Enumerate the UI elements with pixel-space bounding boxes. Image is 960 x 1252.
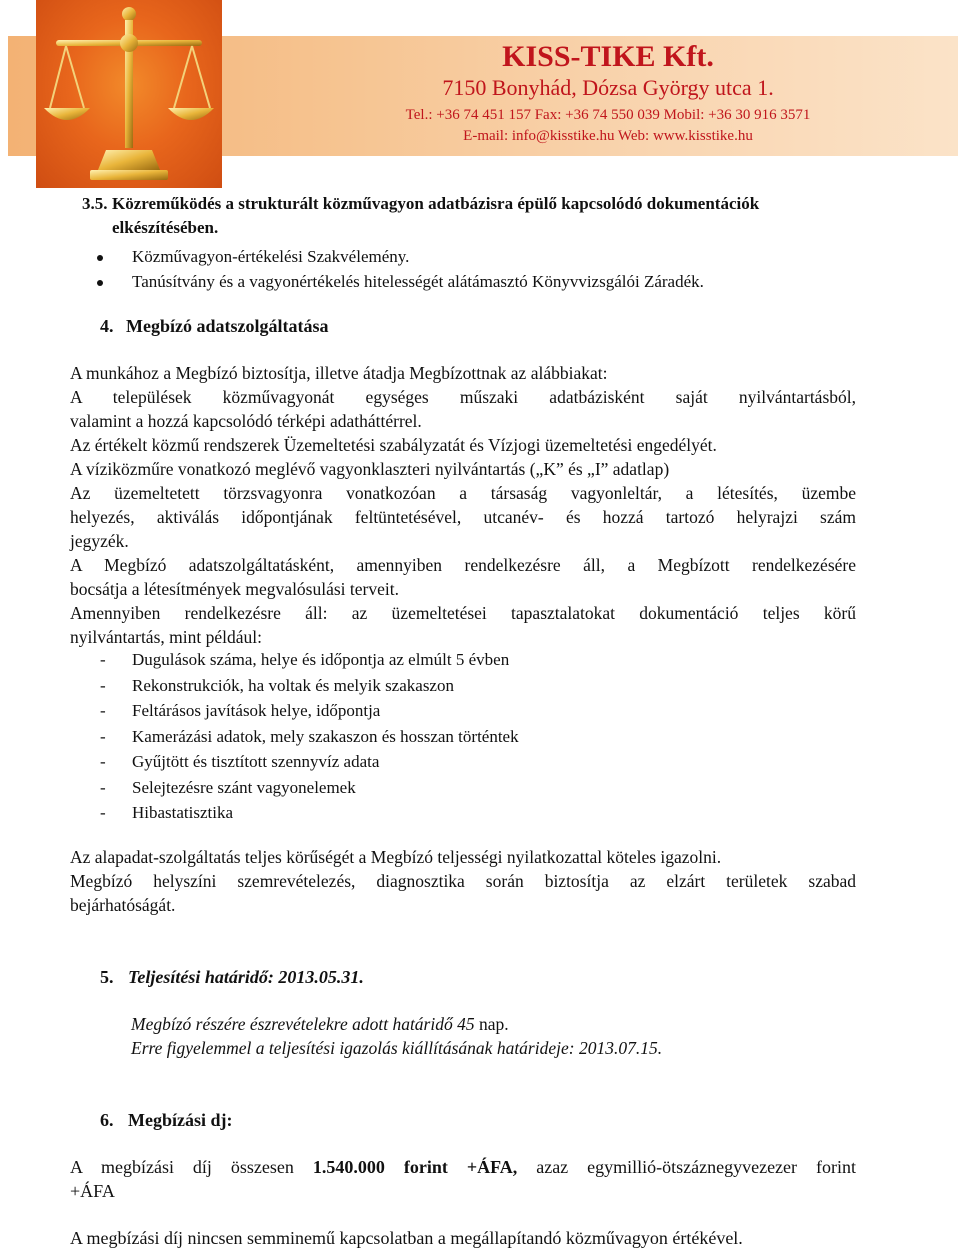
deadline-unit: nap. bbox=[474, 1014, 509, 1034]
section-number: 6. bbox=[100, 1110, 114, 1130]
section-title-line2: elkészítésében. bbox=[112, 218, 219, 237]
section-3-5-heading bbox=[82, 192, 858, 240]
paragraph-line: Az alapadat-szolgáltatás teljes körűségét a Megbízó teljességi nyilatkozattal köteles igazolni. bbox=[70, 847, 722, 867]
deadline-text: Megbízó részére észrevételekre adott határidő 45 bbox=[131, 1014, 475, 1034]
list-item-text: Kamerázási adatok, mely szakaszon és hosszan történtek bbox=[132, 727, 519, 746]
section-title-line1: Közreműködés a strukturált közművagyon adatbázisra épülő kapcsolódó dokumentációk bbox=[112, 194, 760, 213]
section-number: 3.5. bbox=[82, 194, 108, 213]
paragraph-line: Az üzemeltetett törzsvagyonra vonatkozóan a társaság vagyonleltár, a létesítés, üzembe bbox=[70, 483, 856, 503]
paragraph-line: A települések közművagyonát egységes műszaki adatbázisként saját nyilvántartásból, bbox=[70, 387, 856, 407]
list-item-text: Dugulások száma, helye és időpontja az elmúlt 5 évben bbox=[132, 650, 510, 669]
paragraph-line: Megbízó helyszíni szemrevételezés, diagnosztika során biztosítja az elzárt területek szabad bbox=[70, 871, 856, 891]
letterhead bbox=[8, 0, 958, 190]
fee-amount: 1.540.000 forint +ÁFA, bbox=[312, 1157, 518, 1177]
dash-marker: - bbox=[100, 778, 106, 797]
section-title: Megbízó adatszolgáltatása bbox=[126, 316, 329, 336]
section-number: 5. bbox=[100, 967, 114, 987]
bullet-text: Tanúsítvány és a vagyonértékelés hitelességét alátámasztó Könyvvizsgálói Záradék. bbox=[132, 272, 704, 291]
final-statement: A megbízási díj nincsen semminemű kapcsolatban a megállapítandó közművagyon értékével. bbox=[70, 1228, 743, 1248]
company-address: 7150 Bonyhád, Dózsa György utca 1. bbox=[442, 75, 774, 100]
company-email-web: E-mail: info@kisstike.hu Web: www.kisstike.hu bbox=[463, 128, 753, 144]
section-6-heading bbox=[100, 1108, 232, 1132]
paragraph-line: Amennyiben rendelkezésre áll: az üzemeltetései tapasztalatokat dokumentáció teljes körű bbox=[70, 603, 856, 623]
section-5-heading bbox=[100, 965, 364, 989]
paragraph-line: jegyzék. bbox=[70, 531, 129, 551]
dash-marker: - bbox=[100, 676, 106, 695]
paragraph-line: valamint a hozzá kapcsolódó térképi adatháttérrel. bbox=[70, 411, 422, 431]
paragraph-line: bejárhatóságát. bbox=[70, 895, 176, 915]
fee-line-2: +ÁFA bbox=[70, 1181, 115, 1201]
company-info bbox=[268, 40, 948, 146]
fee-prefix: A megbízási díj összesen bbox=[70, 1157, 313, 1177]
list-item-text: Rekonstrukciók, ha voltak és melyik szakaszon bbox=[132, 676, 454, 695]
scales-of-justice-icon bbox=[36, 0, 222, 188]
fee-line bbox=[70, 1156, 856, 1178]
list-item-text: Hibastatisztika bbox=[132, 803, 234, 822]
company-contact: Tel.: +36 74 451 157 Fax: +36 74 550 039 Mobil: +36 30 916 3571 bbox=[405, 107, 811, 123]
deadline-line bbox=[131, 1013, 917, 1035]
fee-suffix: azaz egymillió-ötszáznegyvezezer forint bbox=[517, 1157, 857, 1177]
bullet-dot-icon bbox=[97, 255, 103, 261]
list-item-text: Selejtezésre szánt vagyonelemek bbox=[132, 778, 356, 797]
dash-marker: - bbox=[100, 752, 106, 771]
paragraph-line: A Megbízó adatszolgáltatásként, amennyiben rendelkezésre áll, a Megbízott rendelkezésére bbox=[70, 555, 856, 575]
list-item-text: Feltárásos javítások helye, időpontja bbox=[132, 701, 381, 720]
paragraph-line: A munkához a Megbízó biztosítja, illetve átadja Megbízottnak az alábbiakat: bbox=[70, 363, 608, 383]
paragraph-line: nyilvántartás, mint például: bbox=[70, 627, 262, 647]
section-number: 4. bbox=[100, 316, 114, 336]
company-name: KISS-TIKE Kft. bbox=[502, 40, 714, 73]
logo bbox=[36, 0, 222, 188]
dash-marker: - bbox=[100, 727, 106, 746]
bullet-dot-icon bbox=[97, 280, 103, 286]
paragraph-line: A víziközműre vonatkozó meglévő vagyonklaszteri nyilvántartás („K” és „I” adatlap) bbox=[70, 459, 670, 479]
bullet-text: Közművagyon-értékelési Szakvélemény. bbox=[132, 247, 410, 266]
section-4-heading bbox=[100, 314, 328, 338]
paragraph-line: Az értékelt közmű rendszerek Üzemeltetési szabályzatát és Vízjogi üzemeltetési engedélyét. bbox=[70, 435, 717, 455]
section-title: Megbízási dj: bbox=[128, 1110, 233, 1130]
dash-marker: - bbox=[100, 803, 106, 822]
deadline-line: Erre figyelemmel a teljesítési igazolás kiállításának határideje: 2013.07.15. bbox=[131, 1038, 663, 1058]
paragraph-line: helyezés, aktiválás időpontjának feltüntetésével, utcanév- és hozzá tartozó helyrajzi szám bbox=[70, 507, 856, 527]
section-title: Teljesítési határidő: 2013.05.31. bbox=[128, 967, 364, 987]
paragraph-line: bocsátja a létesítmények megvalósulási terveit. bbox=[70, 579, 399, 599]
dash-marker: - bbox=[100, 650, 106, 669]
dash-marker: - bbox=[100, 701, 106, 720]
list-item-text: Gyűjtött és tisztított szennyvíz adata bbox=[132, 752, 380, 771]
